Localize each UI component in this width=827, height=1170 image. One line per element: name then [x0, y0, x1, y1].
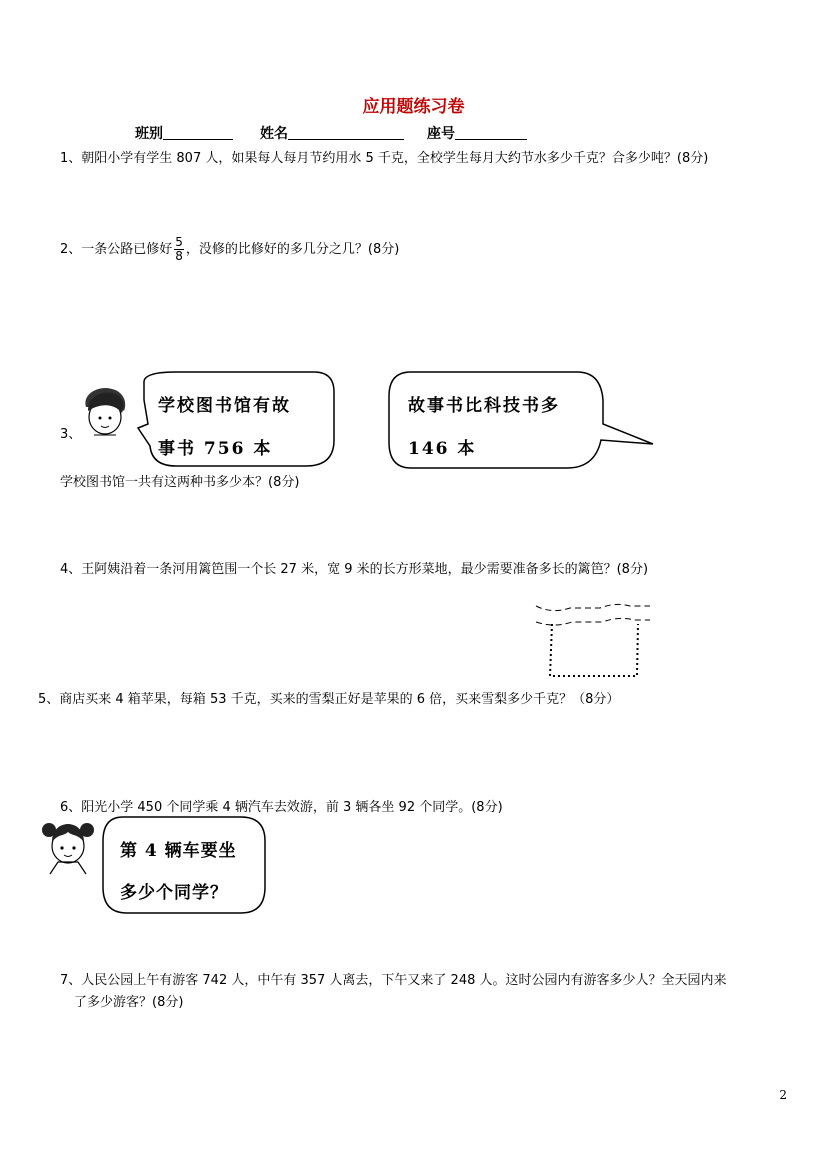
page-title: 应用题练习卷 — [362, 97, 465, 117]
fraction — [174, 236, 184, 263]
bubble-3-line-1: 第 4 辆车要坐 — [120, 841, 237, 861]
bubble-3-line-2: 多少个同学？ — [120, 883, 228, 903]
question-2-suffix: ，没修的比修好的多几分之几？(8分) — [185, 242, 400, 257]
fraction-numerator: 5 — [175, 235, 183, 249]
bubble-2-line-1: 故事书比科技书多 — [408, 396, 560, 416]
boy-cartoon-icon — [78, 385, 130, 441]
question-7-line-2: 了多少游客？(8分) — [74, 995, 184, 1010]
seat-field — [427, 123, 527, 143]
name-field — [260, 123, 404, 143]
question-1: 1、朝阳小学有学生 807 人，如果每人每月节约用水 5 千克，全校学生每月大约节水多少千克？合多少吨？(8分) — [60, 151, 709, 166]
class-field — [135, 123, 233, 143]
fraction-denominator: 8 — [175, 249, 183, 263]
name-blank[interactable] — [288, 125, 404, 140]
class-blank[interactable] — [163, 125, 233, 140]
question-2 — [60, 236, 399, 263]
seat-blank[interactable] — [455, 125, 527, 140]
question-3-text: 学校图书馆一共有这两种书多少本？(8分) — [60, 475, 300, 490]
bubble-2-line-2: 146 本 — [408, 439, 477, 459]
bubble-1-line-2: 事书 756 本 — [158, 439, 273, 459]
class-label: 班别 — [135, 126, 163, 142]
seat-label: 座号 — [427, 126, 455, 142]
bubble-1-line-1: 学校图书馆有故 — [158, 396, 291, 416]
page-number: 2 — [779, 1088, 787, 1102]
question-2-prefix: 2、一条公路已修好 — [60, 242, 173, 257]
question-4: 4、王阿姨沿着一条河用篱笆围一个长 27 米，宽 9 米的长方形菜地，最少需要准备多长的篱笆？(8分) — [60, 562, 649, 577]
name-label: 姓名 — [260, 126, 288, 142]
girl-cartoon-icon — [40, 818, 96, 876]
question-3-number: 3、 — [60, 427, 82, 442]
river-fence-diagram — [530, 600, 655, 682]
question-5: 5、商店买来 4 箱苹果，每箱 53 千克，买来的雪梨正好是苹果的 6 倍，买来雪梨多少千克？（8分） — [38, 692, 620, 707]
question-7-line-1: 7、人民公园上午有游客 742 人，中午有 357 人离去，下午又来了 248 人。这时公园内有游客多少人？全天园内来 — [60, 973, 727, 988]
question-6: 6、阳光小学 450 个同学乘 4 辆汽车去效游，前 3 辆各坐 92 个同学。(8分) — [60, 800, 503, 815]
